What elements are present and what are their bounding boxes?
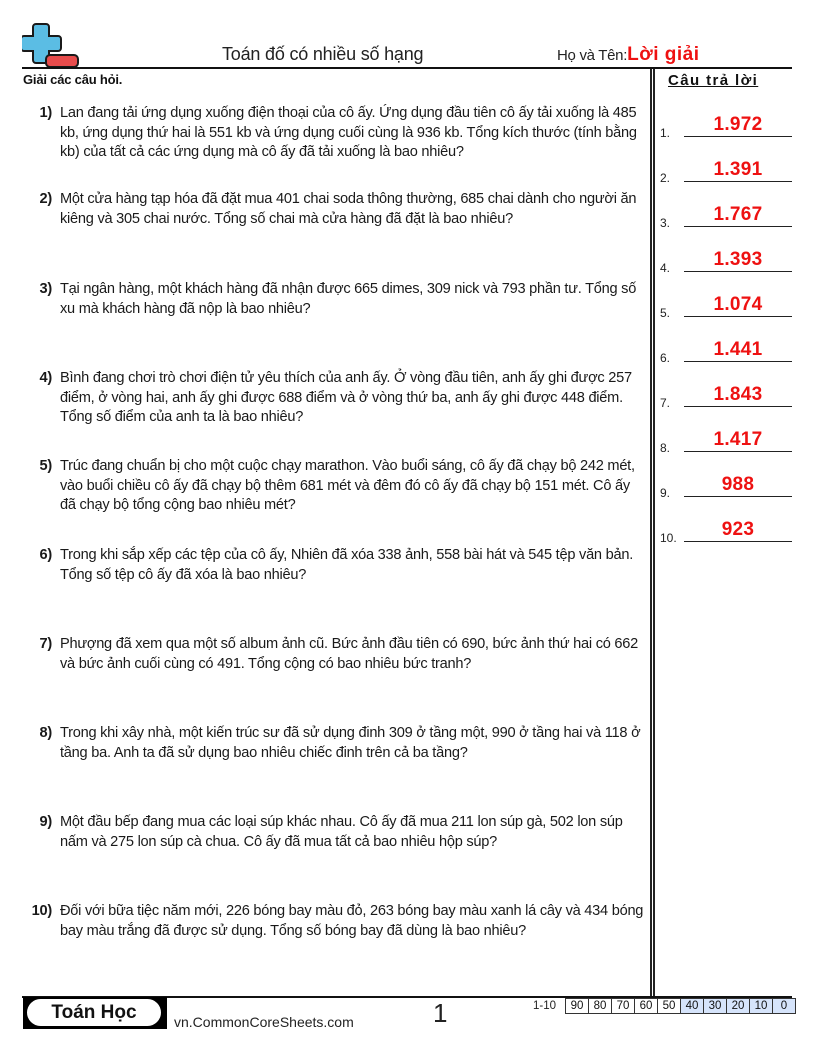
question-text: Trong khi sắp xếp các tệp của cô ấy, Nhiên đã xóa 338 ảnh, 558 bài hát và 545 tệp văn bản. Tổng số tệp cô ấy đã xóa là bao nhiêu? — [60, 547, 634, 583]
question-10 — [24, 902, 646, 941]
answers-title: Câu trả lời — [668, 72, 759, 89]
question-number: 2) — [39, 191, 52, 207]
answer-row-8 — [660, 425, 792, 455]
score-cell: 80 — [589, 998, 612, 1014]
question-text: Lan đang tải ứng dụng xuống điện thoại của cô ấy. Ứng dụng đầu tiên cô ấy tải xuống là 485 kb, ứng dụng thứ hai là 551 kb và ứng dụng cuối cùng là 936 kb. Tổng kích thước (tính bằng kb) của tất cả các ứng dụng mà cô ấy đã tải xuống là bao nhiêu? — [60, 105, 637, 160]
answer-row-6 — [660, 335, 792, 365]
answer-line — [684, 361, 792, 362]
score-cell: 20 — [727, 998, 750, 1014]
answer-number: 7. — [660, 396, 671, 410]
score-cell: 50 — [658, 998, 681, 1014]
question-number: 4) — [39, 370, 52, 386]
header-divider — [22, 67, 792, 69]
answer-value: 1.391 — [713, 159, 763, 180]
score-cell: 30 — [704, 998, 727, 1014]
answer-row-7 — [660, 380, 792, 410]
answer-number: 4. — [660, 261, 671, 275]
answer-number: 3. — [660, 216, 671, 230]
answer-line — [684, 271, 792, 272]
question-text: Trong khi xây nhà, một kiến trúc sư đã sử dụng đinh 309 ở tầng một, 990 ở tầng hai và 118 ở tầng ba. Anh ta đã sử dụng bao nhiêu chiếc đinh trên cả ba tầng? — [60, 725, 641, 761]
question-8 — [24, 724, 646, 763]
question-number: 3) — [39, 281, 52, 297]
answer-value: 1.441 — [713, 339, 763, 360]
question-text: Bình đang chơi trò chơi điện tử yêu thích của anh ấy. Ở vòng đầu tiên, anh ấy ghi được 257 điểm, ở vòng hai, anh ấy ghi được 688 điểm và ở vòng thứ ba, anh ấy ghi được 448 điểm. Tổng số điểm của anh ta là bao nhiêu? — [60, 370, 632, 425]
answer-line — [684, 406, 792, 407]
question-text: Một cửa hàng tạp hóa đã đặt mua 401 chai soda thông thường, 685 chai dành cho người ăn kiêng và 305 chai nước. Tổng số chai mà cửa hàng đã đặt là bao nhiêu? — [60, 191, 637, 227]
question-number: 8) — [39, 725, 52, 741]
score-table — [533, 998, 796, 1014]
question-text: Đối với bữa tiệc năm mới, 226 bóng bay màu đỏ, 263 bóng bay màu xanh lá cây và 434 bóng bay màu trắng đã được sử dụng. Tổng số bóng bay đã dùng là bao nhiêu? — [60, 903, 644, 939]
score-range-label: 1-10 — [533, 1000, 557, 1012]
score-cell: 40 — [681, 998, 704, 1014]
question-text: Tại ngân hàng, một khách hàng đã nhận được 665 dimes, 309 nick và 793 phần tư. Tổng số xu mà khách hàng đã nộp là bao nhiêu? — [60, 281, 637, 317]
answer-line — [684, 181, 792, 182]
name-label: Họ và Tên: — [557, 47, 628, 64]
answer-value: 1.843 — [713, 384, 763, 405]
answer-value: 1.972 — [713, 114, 763, 135]
answer-value: 923 — [721, 519, 755, 540]
answer-number: 9. — [660, 486, 671, 500]
answer-row-1 — [660, 110, 792, 140]
worksheet-title: Toán đố có nhiều số hạng — [222, 44, 424, 64]
name-field — [557, 44, 700, 66]
answer-row-2 — [660, 155, 792, 185]
question-number: 7) — [39, 636, 52, 652]
column-divider — [650, 69, 652, 996]
question-number: 1) — [39, 105, 52, 121]
plus-minus-logo-icon — [22, 22, 80, 68]
question-6 — [24, 546, 646, 585]
answer-number: 6. — [660, 351, 671, 365]
answer-row-3 — [660, 200, 792, 230]
question-5 — [24, 457, 646, 516]
question-4 — [24, 369, 646, 428]
answer-row-5 — [660, 290, 792, 320]
score-cell: 10 — [750, 998, 773, 1014]
name-value: Lời giải — [627, 44, 700, 65]
answer-value: 1.074 — [713, 294, 763, 315]
answer-number: 2. — [660, 171, 671, 185]
answer-value: 1.393 — [713, 249, 763, 270]
subject-badge — [23, 997, 167, 1029]
question-number: 5) — [39, 458, 52, 474]
question-number: 10) — [31, 903, 52, 919]
answer-line — [684, 226, 792, 227]
score-cell: 70 — [612, 998, 635, 1014]
subject-badge-label: Toán Học — [27, 999, 161, 1026]
answer-number: 10. — [660, 531, 677, 545]
question-text: Một đầu bếp đang mua các loại súp khác nhau. Cô ấy đã mua 211 lon súp gà, 502 lon súp nấm và 275 lon súp cà chua. Cô ấy đã mua tất cả bao nhiêu hộp súp? — [60, 814, 623, 850]
instructions: Giải các câu hỏi. — [23, 72, 123, 87]
site-url: vn.CommonCoreSheets.com — [174, 1014, 354, 1030]
answer-row-9 — [660, 470, 792, 500]
answer-line — [684, 316, 792, 317]
question-number: 9) — [39, 814, 52, 830]
answer-number: 1. — [660, 126, 671, 140]
question-text: Trúc đang chuẩn bị cho một cuộc chạy marathon. Vào buổi sáng, cô ấy đã chạy bộ 242 mét, vào buổi chiều cô ấy đã chạy bộ thêm 681 mét và đêm đó cô ấy đã chạy bộ 151 mét. Cô ấy đã chạy bộ tổng cộng bao nhiêu mét? — [60, 458, 635, 513]
answer-line — [684, 496, 792, 497]
answer-value: 1.767 — [713, 204, 763, 225]
answer-line — [684, 541, 792, 542]
answer-row-4 — [660, 245, 792, 275]
column-divider — [653, 69, 655, 996]
score-cell: 90 — [565, 998, 589, 1014]
answer-value: 988 — [721, 474, 755, 495]
answer-row-10 — [660, 515, 792, 545]
answer-line — [684, 451, 792, 452]
page-number: 1 — [433, 998, 448, 1028]
question-1 — [24, 104, 646, 163]
answer-value: 1.417 — [713, 429, 763, 450]
score-cell: 60 — [635, 998, 658, 1014]
question-3 — [24, 280, 646, 319]
question-number: 6) — [39, 547, 52, 563]
answer-line — [684, 136, 792, 137]
question-9 — [24, 813, 646, 852]
question-7 — [24, 635, 646, 674]
score-cell: 0 — [773, 998, 796, 1014]
question-2 — [24, 190, 646, 229]
answer-number: 5. — [660, 306, 671, 320]
answer-number: 8. — [660, 441, 671, 455]
question-text: Phượng đã xem qua một số album ảnh cũ. Bức ảnh đầu tiên có 690, bức ảnh thứ hai có 662 và bức ảnh cuối cùng có 491. Tổng cộng có bao nhiêu bức tranh? — [60, 636, 639, 672]
